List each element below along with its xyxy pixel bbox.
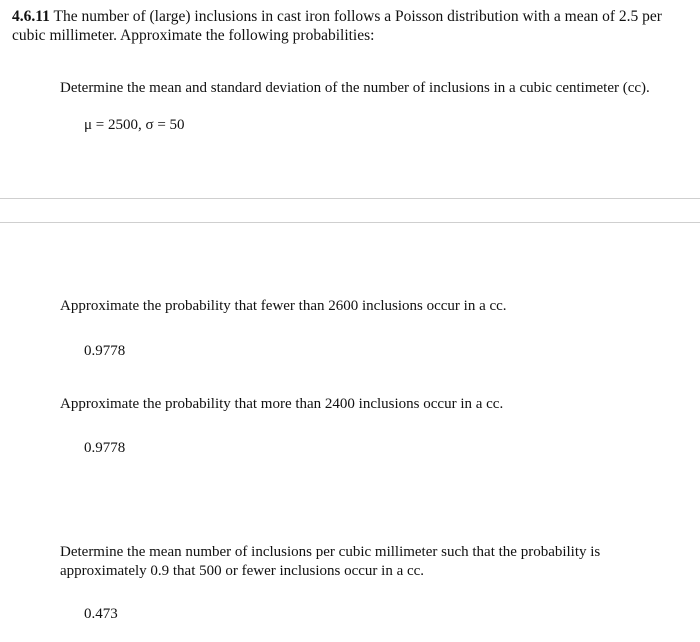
problem-text: The number of (large) inclusions in cast iron follows a Poisson distribution with a mean of 2.5 per cubic millimeter. Approximate the following probabilities:	[12, 8, 662, 44]
answer-3: 0.9778	[84, 440, 126, 456]
question-4: Determine the mean number of inclusions per cubic millimeter such that the probability is approximately 0.9 that 500 or fewer inclusions occur in a cc.	[60, 544, 601, 579]
question-2: Approximate the probability that fewer than 2600 inclusions occur in a cc.	[60, 298, 507, 314]
answer-1: μ = 2500, σ = 50	[84, 117, 185, 133]
question-1: Determine the mean and standard deviation of the number of inclusions in a cubic centimeter (cc).	[60, 80, 650, 96]
problem-statement	[12, 7, 688, 45]
answer-4: 0.473	[84, 606, 118, 622]
problem-number: 4.6.11	[12, 8, 50, 25]
answer-2: 0.9778	[84, 343, 126, 359]
section-divider-top	[0, 198, 700, 199]
section-divider-bottom	[0, 222, 700, 223]
question-3: Approximate the probability that more than 2400 inclusions occur in a cc.	[60, 396, 504, 412]
